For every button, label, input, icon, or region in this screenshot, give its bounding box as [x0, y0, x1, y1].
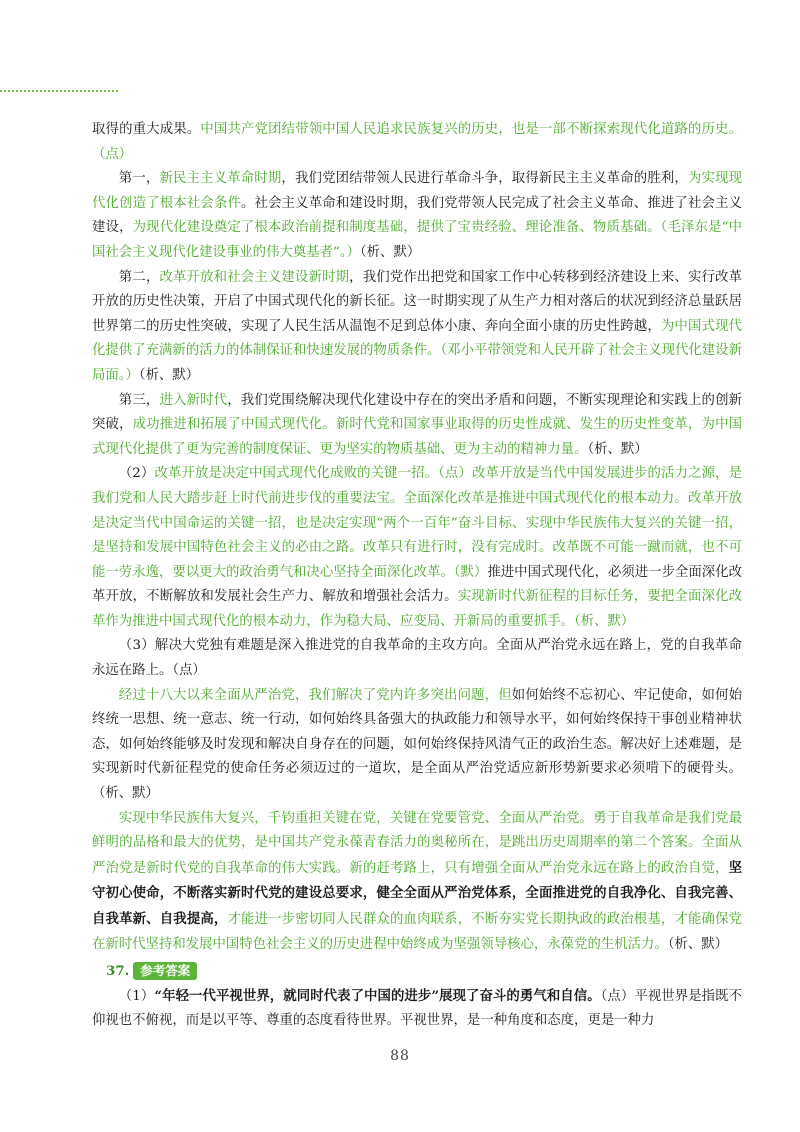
highlight-run: 中国共产党团结带领中国人民追求民族复兴的历史，也是一部不断探索现代化道路的历史。: [200, 122, 742, 137]
paragraph-first: [92, 167, 742, 265]
text-run: （析、默）: [138, 367, 200, 383]
paragraph-strict-governance: [92, 684, 742, 807]
paragraph-self-revolution: [92, 807, 742, 958]
text-run: 如何始终不忘初心、牢记使命，如何始终统一思想、统一意志、统一行动，如何始终具备强大的执政能力和领导水平，如何始终保持干事创业精神状态，如何始终能够及时发现和解决自身存在的问题，如何始终保持风清气正的政治生态。解决好上述难题，是实现新时代新征程党的使命任务必须迈过的一道坎，是全面从严治党适应新形势新要求必须啃下的硬骨头。（析、默）: [92, 687, 743, 802]
text-run: （3）解决大党独有难题是深入推进党的自我革命的主攻方向。全面从严治党永远在路上，党的自我革命永远在路上。（点）: [92, 638, 742, 679]
highlight-run: 进入新时代: [159, 392, 228, 408]
top-dotted-rule: [0, 90, 118, 92]
highlight-run: 才能进一步密切同人民群众的血肉联系，不断夯实党长期执政的政治根基，才能确保党在新时代坚持和发展中国特色社会主义的历史进程中始终成为坚强领导核心，永葆党的生机活力。: [92, 912, 743, 952]
highlight-run: 为中国式现代化提供了充满新的活力的体制保证和快速发展的物质条件。（邓小平带领党和人民开辟了社会主义现代化建设新局面。）: [92, 318, 743, 383]
text-run: （析、默）: [359, 244, 421, 260]
highlight-run: 新民主主义革命时期: [159, 171, 282, 187]
page-number: 88: [390, 1048, 410, 1064]
paragraph-party-problems: [92, 634, 742, 683]
highlight-run: 经过十八大以来全面从严治党，我们解决了党内许多突出问题，但: [118, 687, 512, 703]
text-run: 第三，: [118, 392, 160, 408]
bold-run: 坚守初心使命，不断落实新时代党的建设总要求，健全全面从严治党体系，全面推进党的自我净化、自我完善、自我革新、自我提高，: [92, 859, 742, 927]
text-run: 第二，: [118, 269, 160, 285]
reference-answer-badge: 参考答案: [133, 962, 197, 980]
bold-run: “年轻一代平视世界，就同时代表了中国的进步”展现了奋斗的勇气和自信。: [154, 987, 601, 1004]
highlight-run: （点）: [92, 146, 133, 162]
highlight-run: 实现新时代新征程的目标任务，要把全面深化改革作为推进中国式现代化的根本动力，作为稳大局、应变局、开新局的重要抓手。（析、默）: [92, 589, 743, 629]
highlight-run: 实现中华民族伟大复兴，千钧重担关键在党，关键在党要管党、全面从严治党。勇于自我革命是我们党最鲜明的品格和最大的优势，是中国共产党永葆青春活力的奥秘所在，是跳出历史周期率的第二个答案。全面从严治党是新时代党的自我革命的伟大实践。新的赶考路上，只有增强全面从严治党永远在路上的政治自觉，: [92, 810, 742, 876]
paragraph-second: [92, 266, 742, 389]
text-run: 。社会主义革命和建设时期，我们党带领人民完成了社会主义革命、推进了社会主义建设，: [92, 195, 743, 236]
highlight-run: 为实现现代化创造了根本社会条件: [92, 171, 743, 211]
highlight-run: 改革开放是决定中国式现代化成败的关键一招。（点）改革开放是当代中国发展进步的活力之源，是我们党和人民大踏步赶上时代前进步伐的重要法宝。全面深化改革是推进中国式现代化的根本动力。改革开放是决定当代中国命运的关键一招，也是决定实现“两个一百年”奋斗目标、实现中华民族伟大复兴的关键一招，是坚持和发展中国特色社会主义的必由之路。改革只有进行时，没有完成时。改革既不可能一蹴而就，也不可能一劳永逸，要以更大的政治勇气和决心坚持全面深化改革。（默）: [92, 466, 742, 580]
answer-header: [92, 959, 742, 984]
paragraph-third: [92, 389, 742, 463]
text-run: （点）平视世界是指既不仰视也不俯视，而是以平等、尊重的态度看待世界。平视世界，是一种角度和态度，更是一种力: [92, 988, 742, 1029]
text-run: ，我们党作出把党和国家工作中心转移到经济建设上来、实行改革开放的历史性决策，开启了中国式现代化的新长征。这一时期实现了从生产力相对落后的状况到经济总量跃居世界第二的历史性突破，实现了人民生活从温饱不足到总体小康、奔向全面小康的历史性跨越，: [92, 269, 742, 334]
text-run: （2）: [118, 466, 155, 482]
text-run: 取得的重大成果。: [92, 122, 201, 137]
highlight-run: 改革开放和社会主义建设新时期: [159, 269, 350, 285]
text-run: （析、默）: [587, 441, 648, 457]
text-run: 推进中国式现代化，必须进一步全面深化改革开放，不断解放和发展社会生产力、解放和增强社会活力。: [92, 564, 742, 605]
paragraph-reform: [92, 462, 742, 634]
text-run: ，我们党围绕解决现代化建设中存在的突出矛盾和问题，不断实现理论和实践上的创新突破，: [92, 392, 743, 433]
highlight-run: 成功推进和拓展了中国式现代化。新时代党和国家事业取得的历史性成就、发生的历史性变革，为中国式现代化提供了更为完善的制度保证、更为坚实的物质基础、更为主动的精神力量。: [92, 417, 743, 457]
text-run: （1）: [118, 988, 155, 1004]
paragraph-intro: [92, 118, 742, 167]
text-run: ，我们党团结带领人民进行革命斗争，取得新民主主义革命的胜利，: [281, 171, 688, 187]
document-body: [92, 118, 742, 1034]
text-run: （析、默）: [667, 936, 729, 952]
question-number: 37.: [106, 963, 130, 980]
highlight-run: 为现代化建设奠定了根本政治前提和制度基础，提供了宝贵经验、理论准备、物质基础。（毛泽东是“中国社会主义现代化建设事业的伟大奠基者”。）: [92, 220, 742, 260]
text-run: 第一，: [118, 171, 160, 187]
paragraph-answer-37-1: [92, 984, 742, 1034]
